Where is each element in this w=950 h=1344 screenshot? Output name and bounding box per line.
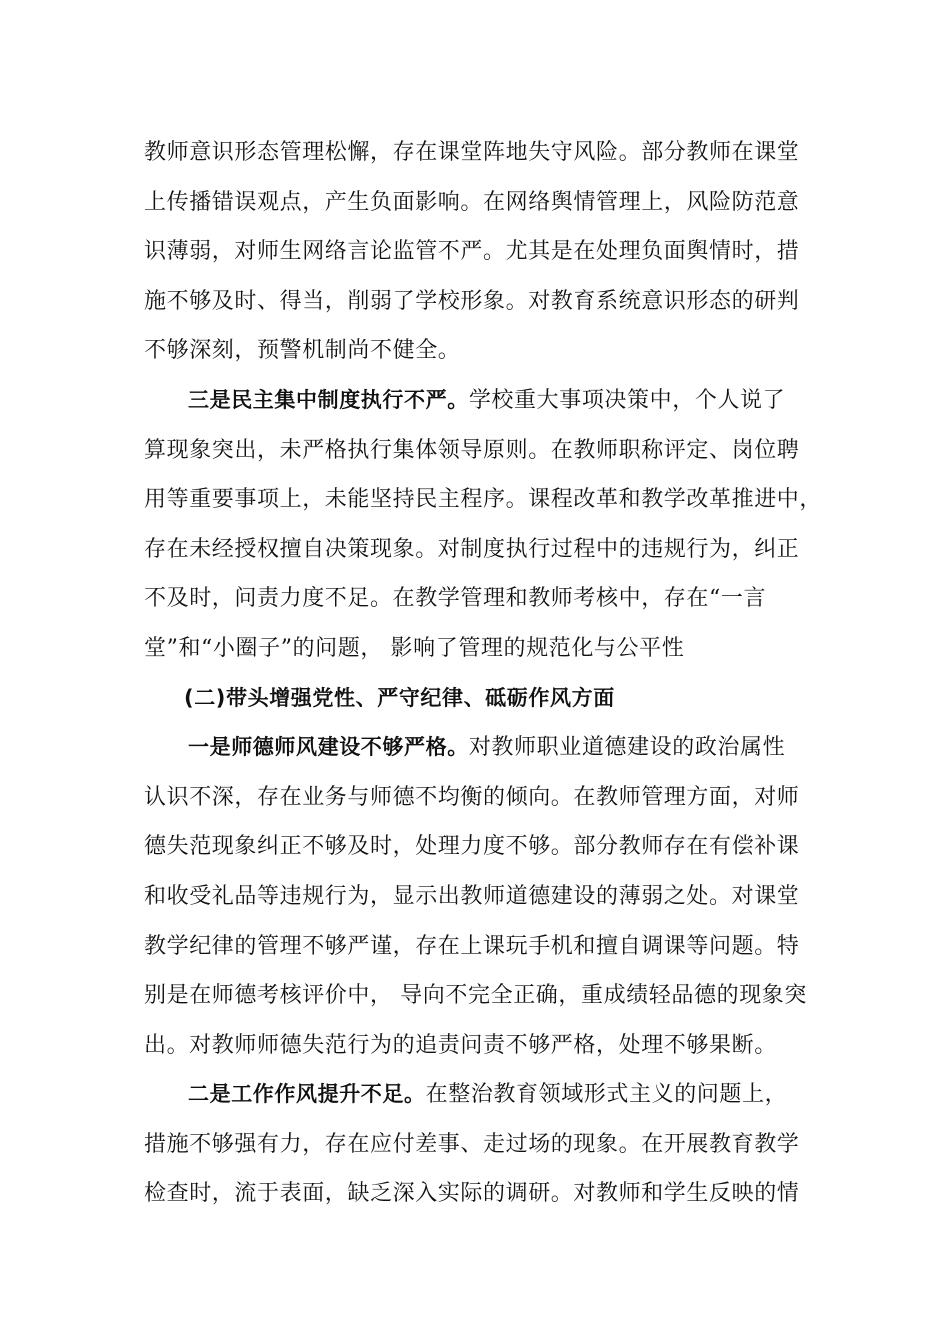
text-line: 认识不深，存在业务与师德不均衡的倾向。在教师管理方面，对师: [144, 784, 800, 810]
text-line: 措施不够强有力，存在应付差事、走过场的现象。在开展教育教学: [144, 1131, 800, 1157]
text-line: 和收受礼品等违规行为，显示出教师道德建设的薄弱之处。对课堂: [144, 883, 800, 909]
section-heading: (二)带头增强党性、严守纪律、砥砺作风方面: [184, 685, 615, 710]
text-line: [144, 376, 826, 426]
text-line: 存在未经授权擅自决策现象。对制度执行过程中的违规行为，纠正: [144, 536, 800, 562]
paragraph-democratic-centralism: [144, 376, 826, 674]
text-line: 教学纪律的管理不够严谨，存在上课玩手机和擅自调课等问题。特: [144, 933, 800, 959]
text-line: 检查时，流于表面，缺乏深入实际的调研。对教师和学生反映的情: [144, 1181, 800, 1207]
text-line: 别是在师德考核评价中， 导向不完全正确，重成绩轻品德的现象突: [144, 983, 807, 1009]
text-line: 施不够及时、得当，削弱了学校形象。对教育系统意识形态的研判: [144, 288, 800, 314]
text-line: 堂”和“小圈子”的问题， 影响了管理的规范化与公平性: [144, 635, 685, 661]
text-line: 不及时，问责力度不足。在教学管理和教师考核中，存在“一言: [144, 586, 767, 612]
text-line: 用等重要事项上，未能坚持民主程序。课程改革和教学改革推进中，: [144, 487, 823, 513]
text-span: 对教师职业道德建设的政治属性: [468, 735, 786, 761]
paragraph-ideology: [144, 128, 826, 376]
text-line: [144, 1070, 826, 1120]
text-line: 教师意识形态管理松懈，存在课堂阵地失守风险。部分教师在课堂: [144, 140, 800, 165]
paragraph-lead: 三是民主集中制度执行不严。: [188, 387, 469, 412]
text-span: 学校重大事项决策中，个人说了: [468, 387, 786, 413]
paragraph-lead: 二是工作作风提升不足。: [188, 1082, 426, 1107]
paragraph-teacher-ethics: [144, 723, 826, 1070]
paragraph-lead: 一是师德师风建设不够严格。: [188, 735, 469, 760]
text-line: 不够深刻，预警机制尚不健全。: [144, 338, 461, 364]
text-line: [144, 723, 826, 773]
document-page: [144, 128, 826, 1219]
text-line: 出。对教师师德失范行为的追责问责不够严格，处理不够果断。: [144, 1032, 777, 1058]
text-line: 算现象突出，未严格执行集体领导原则。在教师职称评定、岗位聘: [144, 437, 800, 463]
text-line: 识薄弱，对师生网络言论监管不严。尤其是在处理负面舆情时，措: [144, 239, 800, 265]
paragraph-work-style: [144, 1070, 826, 1219]
text-span: 在整治教育领域形式主义的问题上，: [425, 1082, 788, 1108]
text-line: 德失范现象纠正不够及时，处理力度不够。部分教师存在有偿补课: [144, 834, 800, 860]
text-line: 上传播错误观点，产生负面影响。在网络舆情管理上，风险防范意: [144, 189, 800, 215]
